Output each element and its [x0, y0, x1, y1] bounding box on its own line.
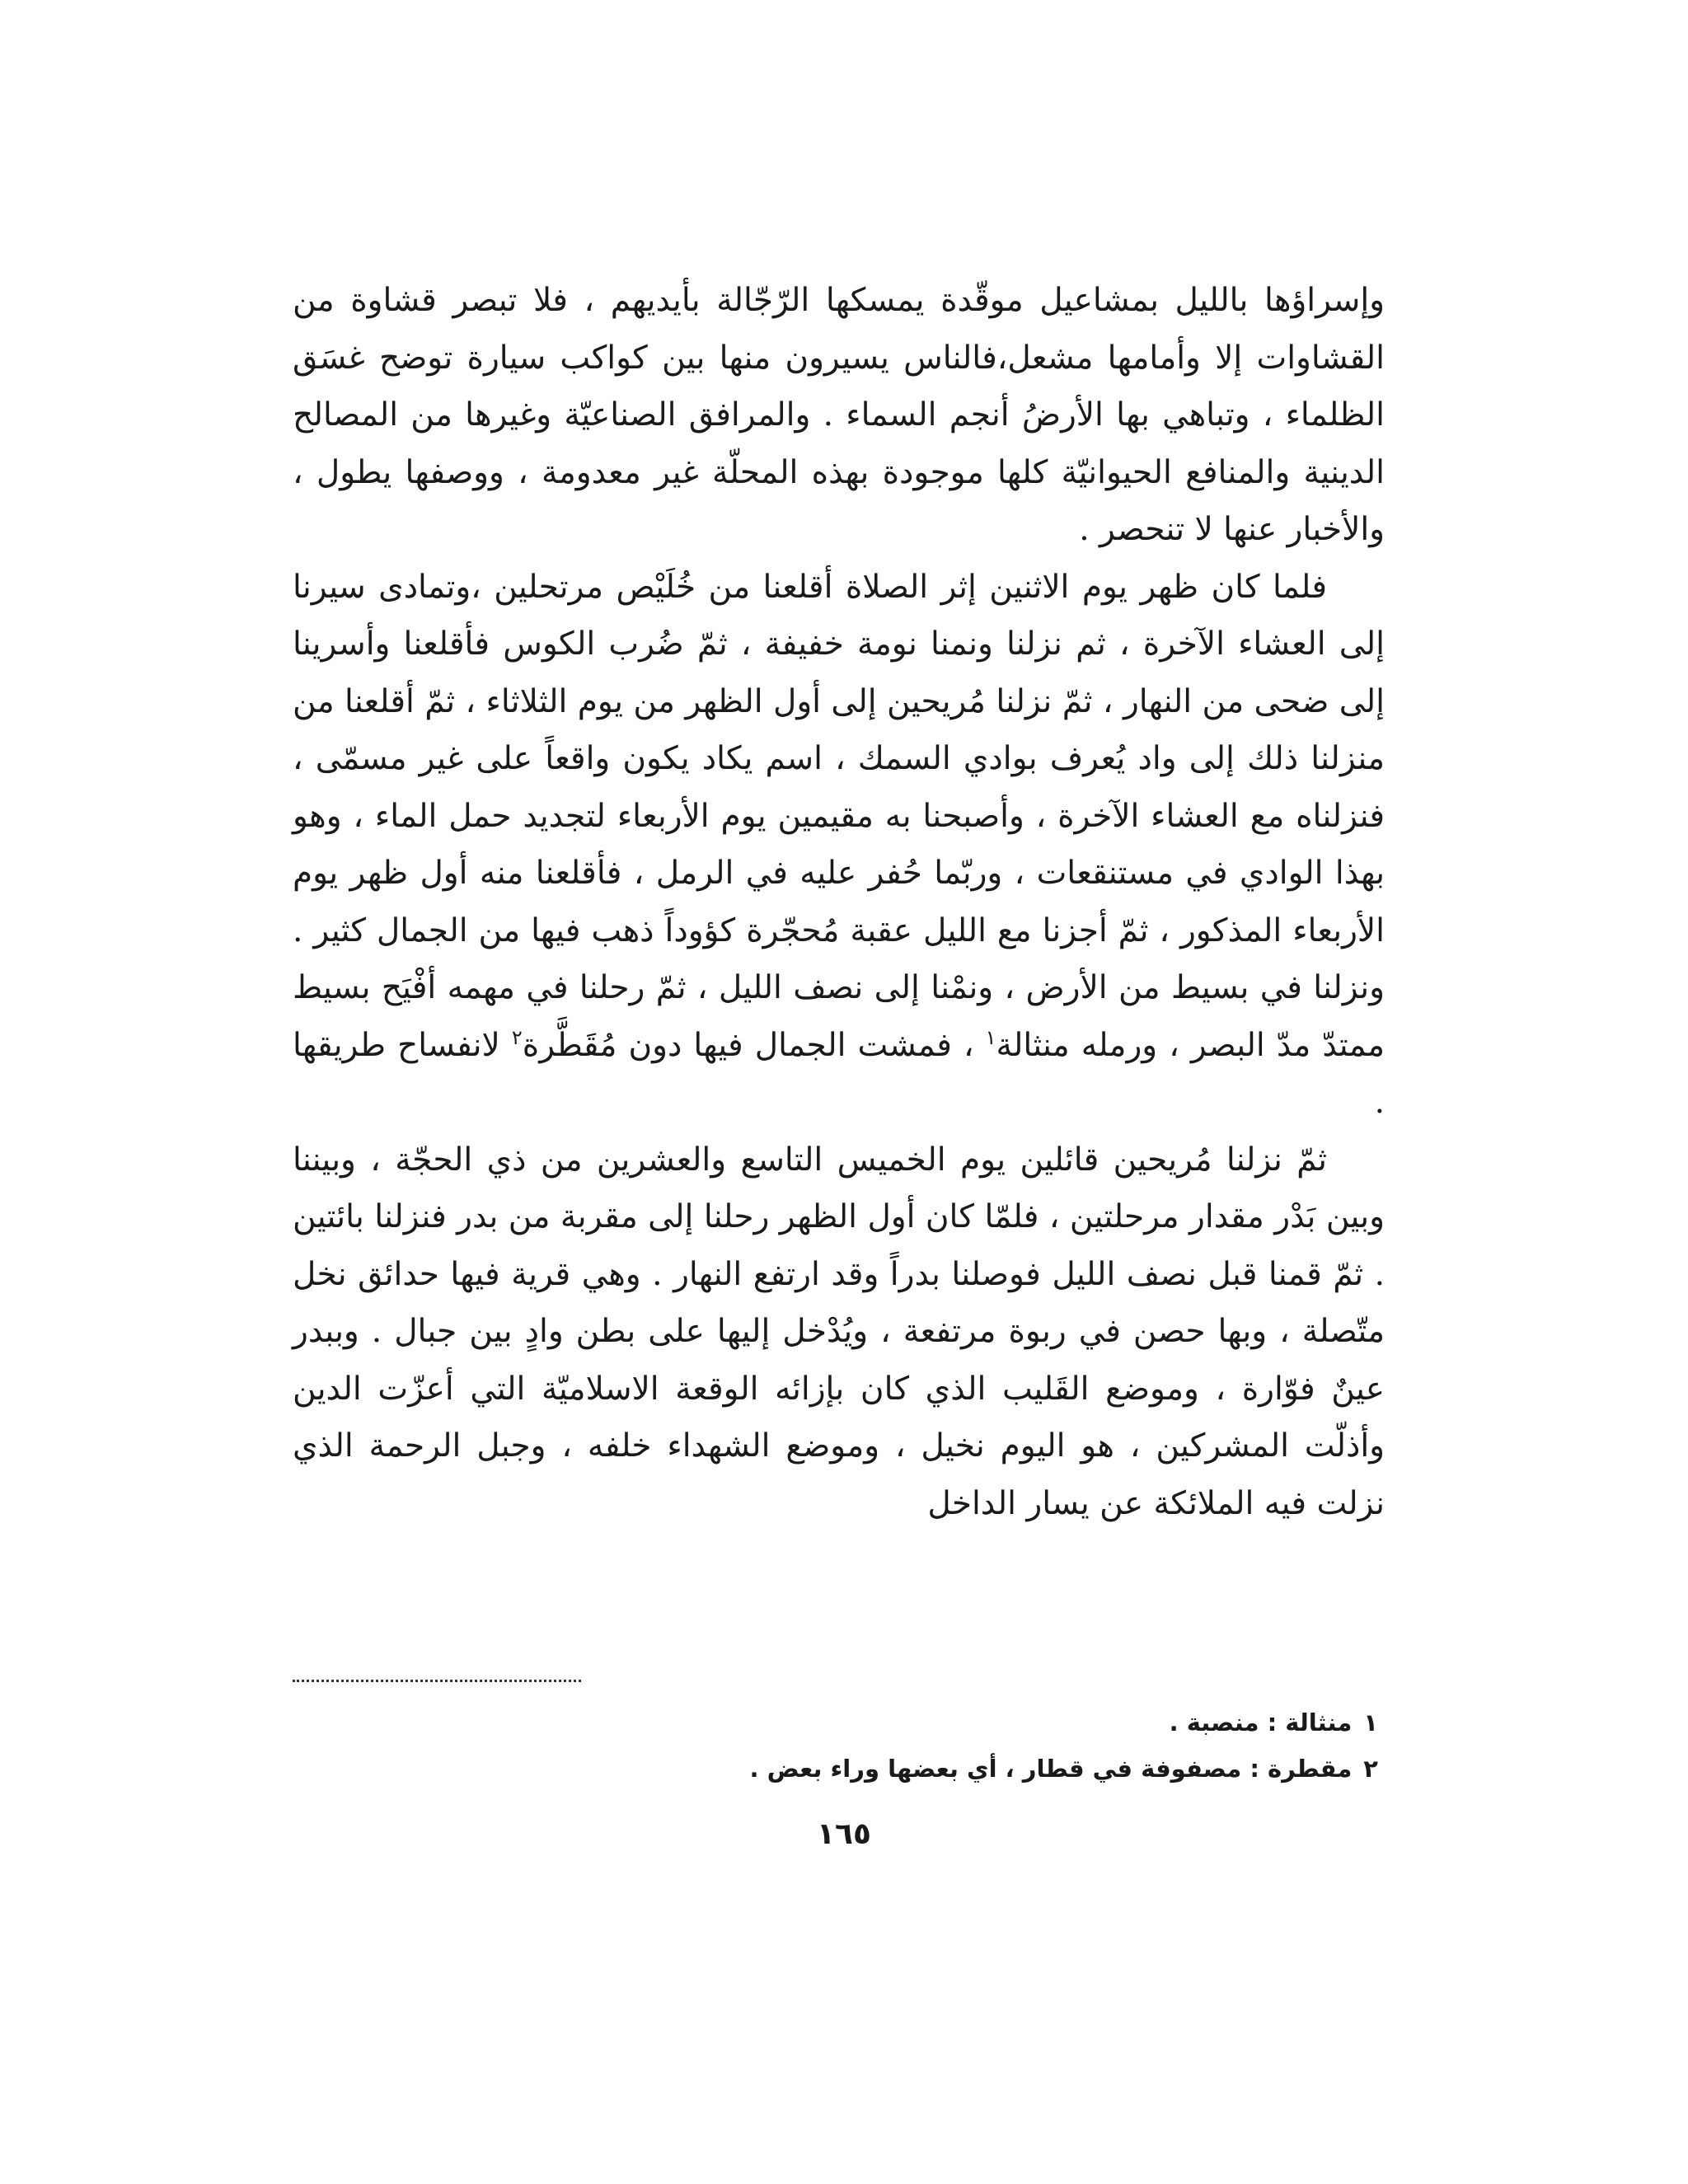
paragraph-2 — [293, 559, 1385, 1132]
footnote-text: منثالة : منصبة . — [1169, 1708, 1353, 1736]
paragraph-2-text: فلما كان ظهر يوم الاثنين إثر الصلاة أقلعنا من خُلَيْص مرتحلين ،وتمادى سيرنا إلى العشاء الآخرة ، ثم نزلنا ونمنا نومة خفيفة ، ثمّ ضُرب الكوس فأقلعنا وأسرينا إلى ضحى من النهار ، ثمّ نزلنا مُريحين إلى أول الظهر من يوم الثلاثاء ، ثمّ أقلعنا من منزلنا ذلك إلى واد يُعرف بوادي السمك ، اسم يكاد يكون واقعاً على غير مسمّى ، فنزلناه مع العشاء الآخرة ، وأصبحنا به مقيمين يوم الأربعاء لتجديد حمل الماء ، وهو بهذا الوادي في مستنقعات ، وربّما حُفر عليه في الرمل ، فأقلعنا منه أول ظهر يوم الأربعاء المذكور ، ثمّ أجزنا مع الليل عقبة مُحجّرة كؤوداً ذهب فيها من الجمال كثير . ونزلنا في بسيط من الأرض ، ونمْنا إلى نصف الليل ، ثمّ رحلنا في مهمه أفْيَح بسيط ممتدّ مدّ البصر ، ورمله منثالة — [293, 568, 1385, 1064]
paragraph-1: وإسراؤها بالليل بمشاعيل موقّدة يمسكها الرّجّالة بأيديهم ، فلا تبصر قشاوة من القشاوات إلا وأمامها مشعل،فالناس يسيرون منها بين كواكب سيارة توضح غسَق الظلماء ، وتباهي بها الأرضُ أنجم السماء . والمرافق الصناعيّة وغيرها من المصالح الدينية والمنافع الحيوانيّة كلها موجودة بهذه المحلّة غير معدومة ، ووصفها يطول ، والأخبار عنها لا تنحصر . — [293, 282, 1385, 548]
paragraph-3: ثمّ نزلنا مُريحين قائلين يوم الخميس التاسع والعشرين من ذي الحجّة ، وبيننا وبين بَدْر مقدار مرحلتين ، فلمّا كان أول الظهر رحلنا إلى مقربة من بدر فنزلنا بائتين . ثمّ قمنا قبل نصف الليل فوصلنا بدراً وقد ارتفع النهار . وهي قرية فيها حدائق نخل متّصلة ، وبها حصن في ربوة مرتفعة ، ويُدْخل إليها على بطن وادٍ بين جبال . وببدر عينٌ فوّارة ، وموضع القَليب الذي كان بإزائه الوقعة الاسلاميّة التي أعزّت الدين وأذلّت المشركين ، هو اليوم نخيل ، وموضع الشهداء خلفه ، وجبل الرحمة الذي نزلت فيه الملائكة عن يسار الداخل — [293, 1141, 1385, 1522]
main-text — [293, 272, 1385, 1532]
footnote-text: مقطرة : مصفوفة في قطار ، أي بعضها وراء بعض . — [749, 1755, 1353, 1783]
footnote-separator — [293, 1680, 581, 1682]
footnote-1 — [293, 1699, 1385, 1746]
footnote-2 — [293, 1746, 1385, 1792]
page-number: ١٦٥ — [817, 1817, 871, 1851]
footnote-ref-2: ٢ — [511, 1025, 523, 1049]
paragraph-2-text-cont: ، فمشت الجمال فيها دون مُقَطَّرة — [522, 1026, 974, 1064]
paragraph-2-text-end: لانفساح طريقها . — [293, 1026, 1385, 1121]
body-text — [293, 272, 1385, 1532]
footnote-number: ٢ — [1363, 1755, 1378, 1783]
footnote-number: ١ — [1363, 1708, 1378, 1736]
footnotes — [293, 1699, 1385, 1792]
footnote-ref-1: ١ — [985, 1025, 996, 1049]
